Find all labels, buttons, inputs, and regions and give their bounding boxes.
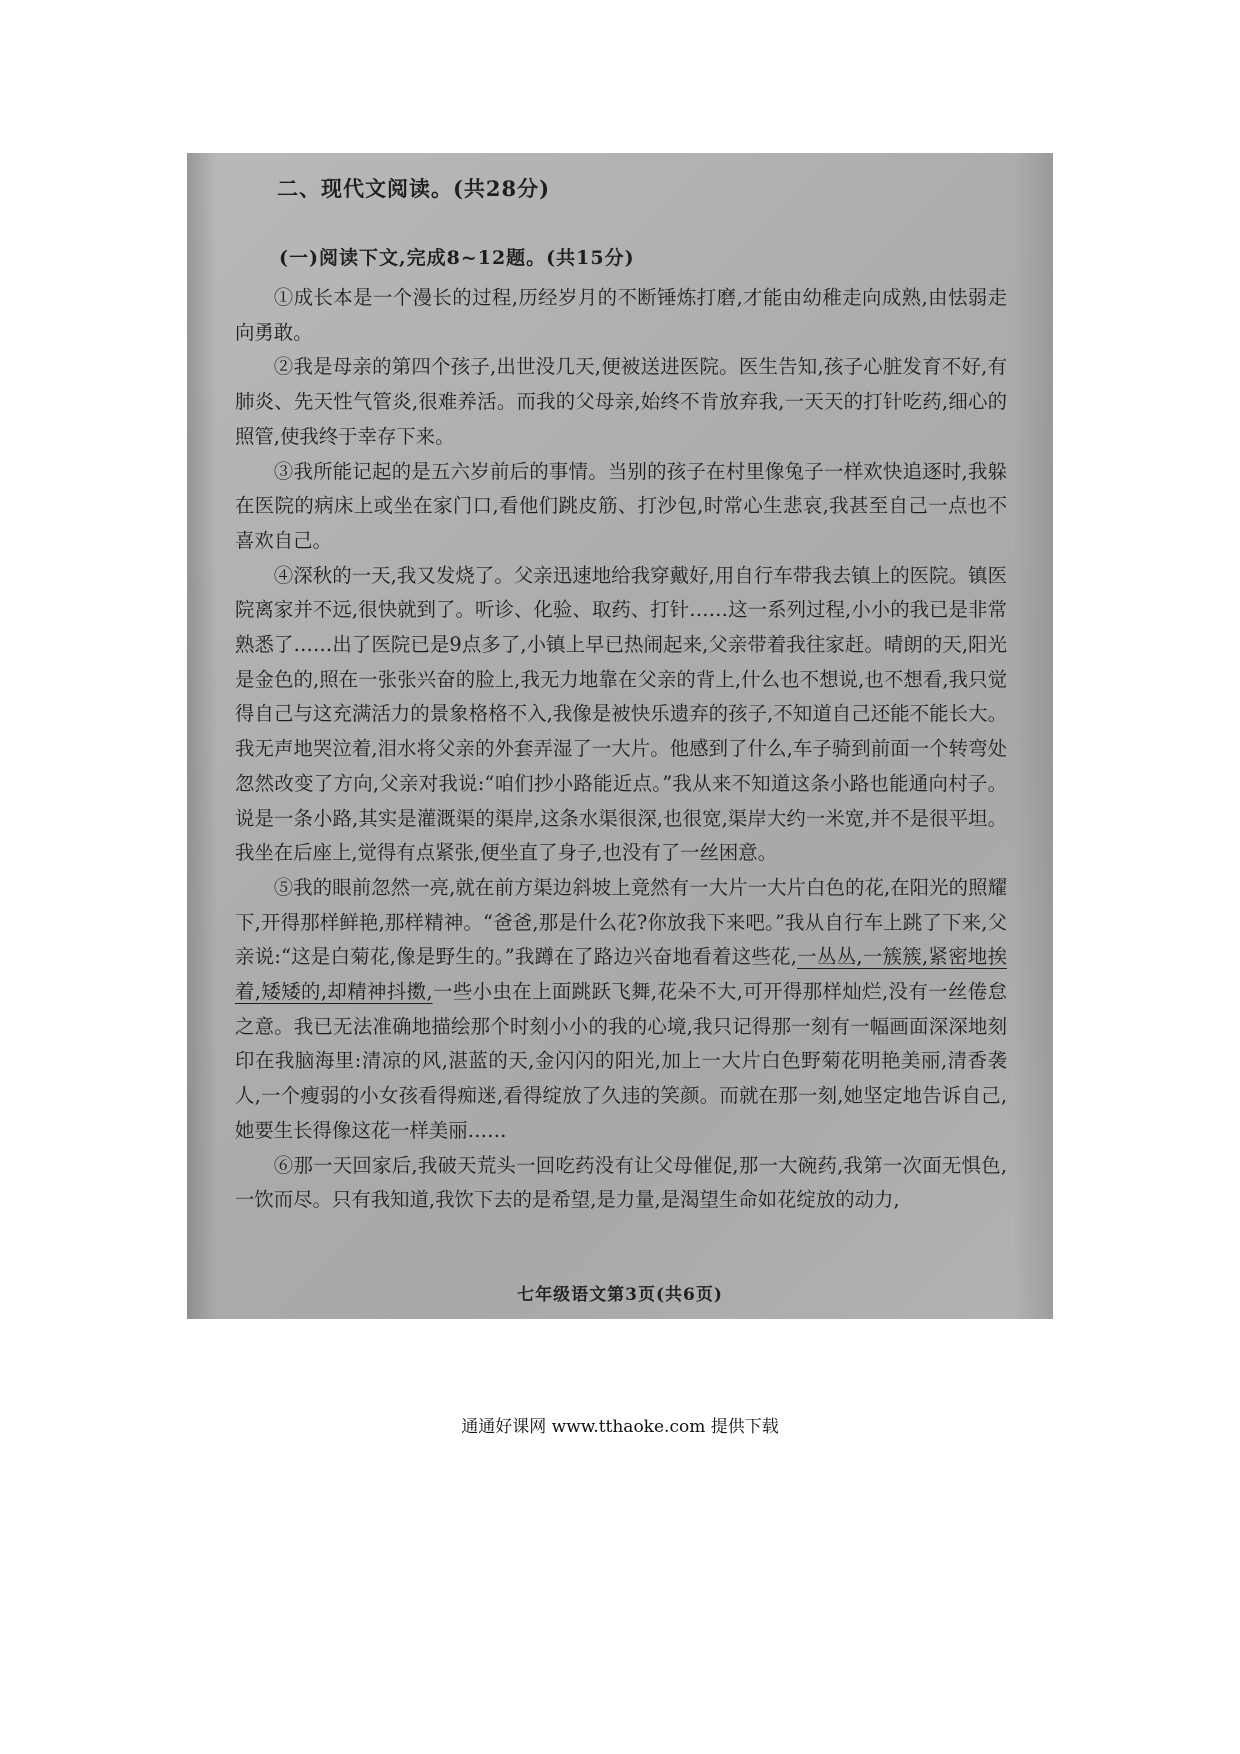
paragraph-1: ①成长本是一个漫长的过程,历经岁月的不断锤炼打磨,才能由幼稚走向成熟,由怯弱走向勇敢。	[235, 286, 1007, 344]
paragraph-5	[235, 871, 1007, 1149]
paragraph-6: ⑥那一天回家后,我破天荒头一回吃药没有让父母催促,那一大碗药,我第一次面无惧色,一饮而尽。只有我知道,我饮下去的是希望,是力量,是渴望生命如花绽放的动力,	[235, 1153, 1007, 1212]
photo-shadow-right	[1013, 153, 1053, 1319]
paragraph-2: ②我是母亲的第四个孩子,出世没几天,便被送进医院。医生告知,孩子心脏发育不好,有肺炎、先天性气管炎,很难养活。而我的父母亲,始终不肯放弃我,一天天的打针吃药,细心的照管,使我终于幸存下来。	[235, 355, 1007, 448]
paragraph-5-part-2: 一些小虫在上面跳跃飞舞,花朵不大,可开得那样灿烂,没有一丝倦怠之意。我已无法准确地描绘那个时刻小小的我的心境,我只记得那一刻有一幅画面深深地刻印在我脑海里:清凉的风,湛蓝的天,金闪闪的阳光,加上一大片白色野菊花明艳美丽,清香袭人,一个瘦弱的小女孩看得痴迷,看得绽放了久违的笑颜。而就在那一刻,她坚定地告诉自己,她要生长得像这花一样美丽……	[235, 980, 1007, 1142]
paragraph-4: ④深秋的一天,我又发烧了。父亲迅速地给我穿戴好,用自行车带我去镇上的医院。镇医院离家并不远,很快就到了。听诊、化验、取药、打针……这一系列过程,小小的我已是非常熟悉了……出了医院已是9点多了,小镇上早已热闹起来,父亲带着我往家赶。晴朗的天,阳光是金色的,照在一张张兴奋的脸上,我无力地靠在父亲的背上,什么也不想说,也不想看,我只觉得自己与这充满活力的景象格格不入,我像是被快乐遗弃的孩子,不知道自己还能不能长大。我无声地哭泣着,泪水将父亲的外套弄湿了一大片。他感到了什么,车子骑到前面一个转弯处忽然改变了方向,父亲对我说:“咱们抄小路能近点。”我从来不知道这条小路也能通向村子。说是一条小路,其实是灌溉渠的渠岸,这条水渠很深,也很宽,渠岸大约一米宽,并不是很平坦。我坐在后座上,觉得有点紧张,便坐直了身子,也没有了一丝困意。	[235, 563, 1007, 865]
scanned-page-photo	[187, 153, 1053, 1319]
underlined-sentence: 一丛丛,一簇簇,紧密地挨着,矮矮的,却精神抖擞,	[235, 945, 1007, 1004]
photo-shadow-left	[187, 153, 217, 1319]
paragraph-3: ③我所能记起的是五六岁前后的事情。当别的孩子在村里像兔子一样欢快追逐时,我躲在医院的病床上或坐在家门口,看他们跳皮筋、打沙包,时常心生悲哀,我甚至自己一点也不喜欢自己。	[235, 459, 1007, 552]
paragraph-5-part-1: ⑤我的眼前忽然一亮,就在前方渠边斜坡上竟然有一大片一大片白色的花,在阳光的照耀下,开得那样鲜艳,那样精神。“爸爸,那是什么花?你放我下来吧。”我从自行车上跳了下来,父亲说:“这是白菊花,像是野生的。”我蹲在了路边兴奋地看着这些花,	[235, 875, 1007, 969]
reading-passage	[235, 281, 1007, 1218]
page-footer: 七年级语文第3页(共6页)	[517, 1285, 723, 1305]
subsection-title: (一)阅读下文,完成8~12题。(共15分)	[279, 247, 635, 269]
site-credit: 通通好课网 www.tthaoke.com 提供下载	[461, 1417, 779, 1437]
section-title: 二、现代文阅读。(共28分)	[277, 176, 551, 201]
